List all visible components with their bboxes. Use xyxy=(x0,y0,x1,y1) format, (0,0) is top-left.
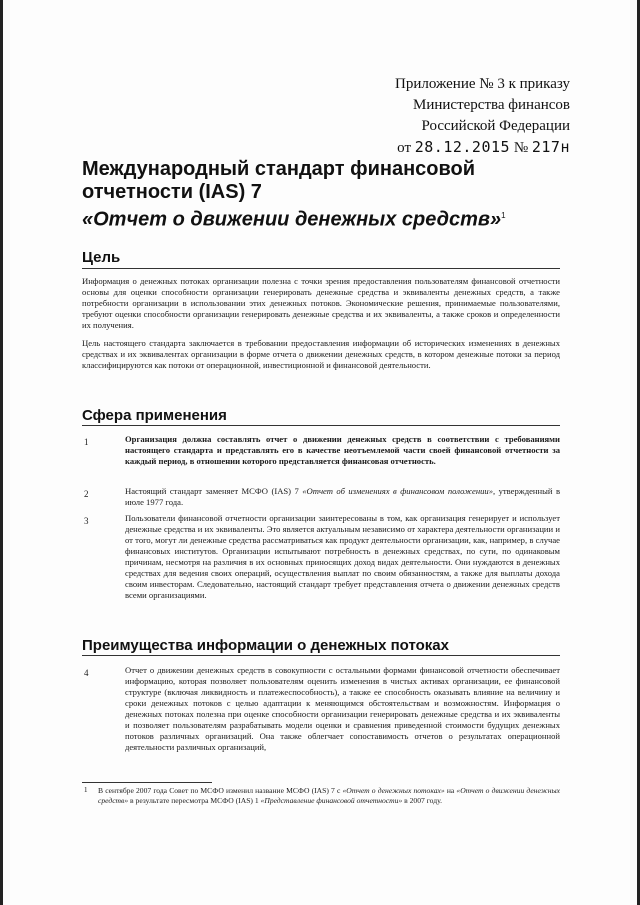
title-subtitle: «Отчет о движении денежных средств»$^1$ xyxy=(82,208,506,231)
title-line-2: отчетности (IAS) 7 xyxy=(82,181,262,203)
section-heading-benefits: Преимущества информации о денежных потоках xyxy=(82,637,449,654)
scope-paragraph-2: Настоящий стандарт заменяет МСФО (IAS) 7 «Отчет об изменениях в финансовом положении», утвержденный в июле 1977 года. xyxy=(125,486,560,507)
benefits-paragraph-4: Отчет о движении денежных средств в совокупности с остальными формами финансовой отчетности обеспечивает информацию, которая позволяет пользователям оценить изменения в чистых активах организации, ее финансовой структуре (включая ликвидность и платежеспособность), а также ее способность оказывать влияние на величину и сроки денежных потоков с целью адаптации к меняющимся обстоятельствам и возможностям. Информация о денежных потоках полезна при оценке способности организации генерировать денежные средства и их эквиваленты и позволяет пользователям разрабатывать модели оценки и сравнения приведенной стоимости будущих денежных потоков различных организаций. Она также облегчает сопоставимость отчетов о результатах операционной деятельности различных организаций, xyxy=(125,665,560,752)
footnote-number: 1 xyxy=(84,786,88,794)
paragraph-number: 4 xyxy=(84,668,89,678)
scope-paragraph-1: Организация должна составлять отчет о движении денежных средств в соответствии с требованиями настоящего стандарта и представлять его в качестве неотъемлемой части своей финансовой отчетности за каждый период, в отношении которого представляется финансовая отчетность. xyxy=(125,434,560,466)
goal-paragraph-2: Цель настоящего стандарта заключается в требовании предоставления информации об исторических изменениях в денежных средствах и их эквивалентах организации в форме отчета о движении денежных средств, в котором денежные потоки за период классифицируются как потоки от операционной, инвестиционной и финансовой деятельности. xyxy=(82,338,560,370)
scan-edge-left xyxy=(0,0,3,905)
appendix-header xyxy=(395,74,570,159)
handwritten-number: 217н xyxy=(531,138,570,156)
appendix-line-1: Приложение № 3 к приказу xyxy=(395,76,570,92)
document-title xyxy=(82,158,562,232)
paragraph-number: 3 xyxy=(84,516,89,526)
appendix-line-3: Российской Федерации xyxy=(421,118,570,134)
section-rule-goal xyxy=(82,268,560,269)
footnote-text: В сентябре 2007 года Совет по МСФО изменил название МСФО (IAS) 7 с «Отчет о денежных потоках» на «Отчет о движении денежных средств» в результате пересмотра МСФО (IAS) 1 «Представление финансовой отчетности» в 2007 году. xyxy=(98,786,560,805)
section-rule-scope xyxy=(82,425,560,426)
scope-paragraph-3: Пользователи финансовой отчетности организации заинтересованы в том, как организация генерирует и использует денежные средства и их эквиваленты. Это является актуальным независимо от характера деятельности организации и от того, могут ли денежные средства рассматриваться как продукт деятельности организации, как, например, в случае финансовых институтов. Организации испытывают потребность в денежных средствах, по сути, по одинаковым причинам, несмотря на различия в их основных приносящих доход видах деятельности. Они нуждаются в денежных средствах для ведения своих операций, осуществления выплат по своим обязанностям, а также для выплаты дохода своим инвесторам. Следовательно, настоящий стандарт требует представления отчета о движении денежных средств всеми организациями. xyxy=(125,513,560,600)
handwritten-date: 28.12.2015 xyxy=(414,138,511,156)
section-heading-goal: Цель xyxy=(82,249,121,266)
from-label: от xyxy=(397,140,411,156)
section-heading-scope: Сфера применения xyxy=(82,407,227,424)
appendix-line-2: Министерства финансов xyxy=(413,97,570,113)
title-line-1: Международный стандарт финансовой xyxy=(82,158,476,180)
number-label: № xyxy=(513,140,529,156)
footnote-marker: 1 xyxy=(501,211,506,220)
paragraph-number: 2 xyxy=(84,489,89,499)
footnote-rule xyxy=(82,782,212,783)
paragraph-number: 1 xyxy=(84,437,89,447)
appendix-date-line xyxy=(395,137,570,159)
goal-paragraph-1: Информация о денежных потоках организации полезна с точки зрения предоставления пользователям финансовой отчетности основы для оценки способности организации генерировать денежные средства и эквиваленты денежных средств, а также потребности организации в использовании этих денежных потоков. Экономические решения, принимаемые пользователями, требуют оценки способности организации генерировать денежные средства и их эквиваленты, а также сроков и определенности их получения. xyxy=(82,276,560,330)
section-rule-benefits xyxy=(82,655,560,656)
